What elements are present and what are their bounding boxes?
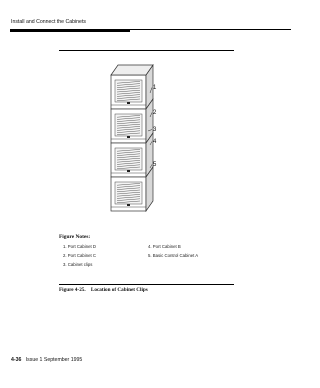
callout-label-4: 4 (153, 139, 157, 145)
figure-notes-title: Figure Notes: (59, 234, 91, 240)
callout-label-2: 2 (153, 110, 157, 116)
callout-label-3: 3 (153, 127, 157, 133)
cabinet-top (111, 65, 153, 75)
cabinet-latch (127, 170, 130, 172)
page-number: 4-36 (11, 357, 22, 363)
callout-label-1: 1 (153, 85, 157, 91)
note-item-1: 1. Port Cabinet D (63, 244, 96, 249)
caption-text: Location of Cabinet Clips (90, 287, 148, 293)
note-item-2: 2. Port Cabinet C (63, 253, 96, 258)
cabinet-latch (127, 136, 130, 138)
note-item-5: 5. Basic Control Cabinet A (148, 253, 199, 258)
note-item-4: 4. Port Cabinet B (148, 244, 181, 249)
cabinet-stack (111, 65, 153, 211)
callout-label-5: 5 (153, 162, 157, 168)
running-header: Install and Connect the Cabinets (11, 19, 86, 25)
cabinet-latch (127, 102, 130, 104)
caption-rule (59, 284, 234, 285)
note-item-3: 3. Cabinet clips (63, 262, 93, 267)
figure-caption (59, 287, 148, 293)
cabinet-latch (127, 204, 130, 206)
page-footer (11, 357, 82, 363)
cabinet-1 (111, 65, 153, 109)
caption-label: Figure 4-25. (59, 287, 86, 293)
issue-date: Issue 1 September 1995 (25, 357, 83, 363)
